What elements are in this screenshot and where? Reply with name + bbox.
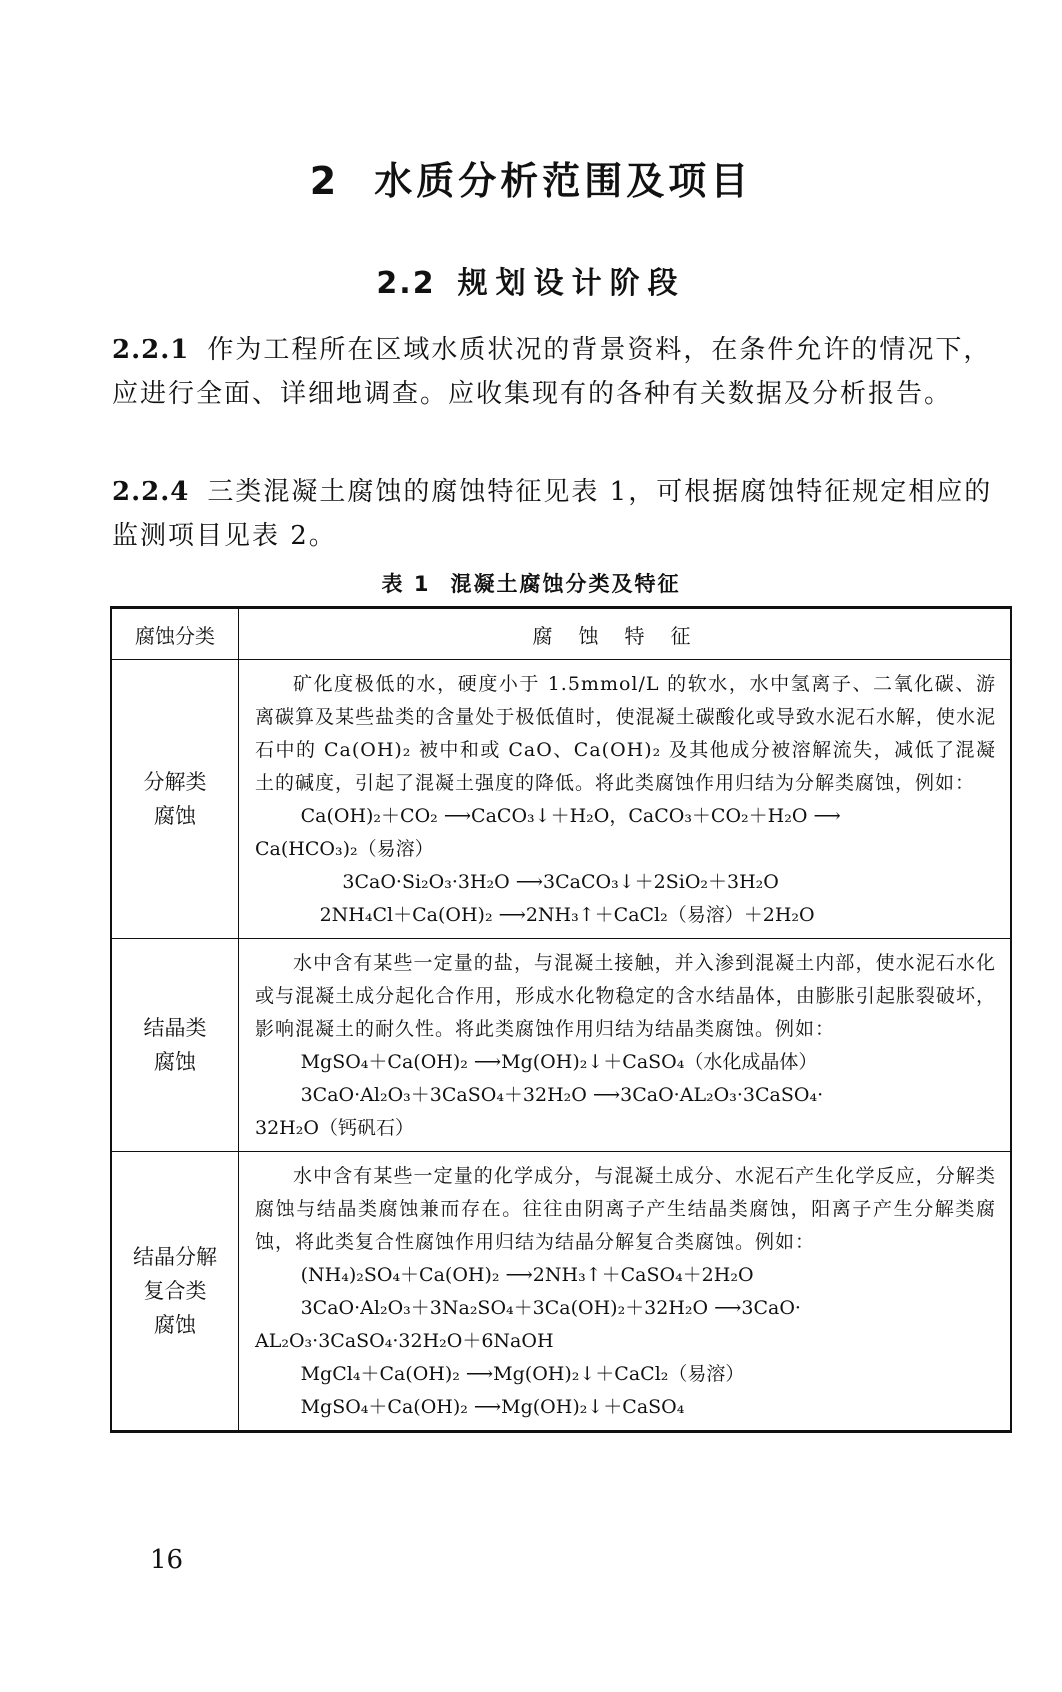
chapter-number: 2 bbox=[309, 159, 341, 203]
equation: 32H₂O（钙矾石） bbox=[255, 1117, 414, 1139]
table-caption-title: 混凝土腐蚀分类及特征 bbox=[450, 572, 681, 596]
category-cell bbox=[111, 660, 239, 939]
category-line: 腐蚀 bbox=[154, 1050, 196, 1074]
category-line: 腐蚀 bbox=[154, 1313, 196, 1337]
equation: Ca(HCO₃)₂（易溶） bbox=[255, 838, 434, 860]
paragraph-2-2-1 bbox=[112, 328, 1012, 416]
header-feature: 腐蚀特征 bbox=[239, 608, 1012, 660]
equation: MgSO₄＋Ca(OH)₂ ⟶Mg(OH)₂↓＋CaSO₄（水化成晶体） bbox=[300, 1051, 818, 1073]
feature-cell bbox=[239, 939, 1012, 1152]
table-header-row bbox=[111, 608, 1011, 660]
equation: MgSO₄＋Ca(OH)₂ ⟶Mg(OH)₂↓＋CaSO₄ bbox=[300, 1396, 685, 1418]
header-category: 腐蚀分类 bbox=[111, 608, 239, 660]
table-caption bbox=[0, 568, 1062, 598]
paragraph-2-2-4 bbox=[112, 470, 1012, 558]
category-cell bbox=[111, 939, 239, 1152]
corrosion-table bbox=[110, 606, 1012, 1433]
equation: 2NH₄Cl＋Ca(OH)₂ ⟶2NH₃↑＋CaCl₂（易溶）＋2H₂O bbox=[319, 904, 815, 926]
equation: MgCl₄＋Ca(OH)₂ ⟶Mg(OH)₂↓＋CaCl₂（易溶） bbox=[300, 1363, 745, 1385]
equation: (NH₄)₂SO₄＋Ca(OH)₂ ⟶2NH₃↑＋CaSO₄＋2H₂O bbox=[300, 1264, 754, 1286]
category-line: 结晶类 bbox=[143, 1016, 207, 1040]
category-line: 结晶分解 bbox=[133, 1245, 217, 1269]
table-row bbox=[111, 1152, 1011, 1432]
clause-number: 2.2.1 bbox=[112, 335, 190, 365]
table-row bbox=[111, 939, 1011, 1152]
equation: 3CaO·Si₂O₃·3H₂O ⟶3CaCO₃↓＋2SiO₂＋3H₂O bbox=[342, 871, 779, 893]
equation: AL₂O₃·3CaSO₄·32H₂O＋6NaOH bbox=[255, 1330, 554, 1352]
table-row bbox=[111, 660, 1011, 939]
equation: 3CaO·Al₂O₃＋3CaSO₄＋32H₂O ⟶3CaO·AL₂O₃·3CaSO₄· bbox=[300, 1084, 824, 1106]
table-caption-number: 表 1 bbox=[381, 572, 431, 596]
paragraph-text: 三类混凝土腐蚀的腐蚀特征见表 1，可根据腐蚀特征规定相应的监测项目见表 2。 bbox=[112, 477, 993, 551]
equation: Ca(OH)₂＋CO₂ ⟶CaCO₃↓＋H₂O，CaCO₃＋CO₂＋H₂O ⟶ bbox=[300, 805, 841, 827]
paragraph-text: 作为工程所在区域水质状况的背景资料，在条件允许的情况下，应进行全面、详细地调查。应收集现有的各种有关数据及分析报告。 bbox=[112, 335, 992, 409]
page-number: 16 bbox=[150, 1545, 184, 1575]
section-number: 2.2 bbox=[376, 266, 436, 301]
section-title-text: 规划设计阶段 bbox=[457, 266, 686, 301]
feature-description: 水中含有某些一定量的化学成分，与混凝土成分、水泥石产生化学反应，分解类腐蚀与结晶类腐蚀兼而存在。往往由阴离子产生结晶类腐蚀，阳离子产生分解类腐蚀，将此类复合性腐蚀作用归结为结晶分解复合类腐蚀。例如： bbox=[255, 1165, 996, 1253]
feature-cell bbox=[239, 1152, 1012, 1432]
section-title bbox=[0, 258, 1062, 302]
chapter-title bbox=[0, 150, 1062, 205]
category-line: 分解类 bbox=[143, 770, 207, 794]
category-cell bbox=[111, 1152, 239, 1432]
feature-cell bbox=[239, 660, 1012, 939]
category-line: 腐蚀 bbox=[154, 804, 196, 828]
feature-description: 矿化度极低的水，硬度小于 1.5mmol/L 的软水，水中氢离子、二氧化碳、游离碳算及某些盐类的含量处于极低值时，使混凝土碳酸化或导致水泥石水解，使水泥石中的 Ca(OH)₂ 被中和或 CaO、Ca(OH)₂ 及其他成分被溶解流失，减低了混凝土的碱度，引起了混凝土强度的降低。将此类腐蚀作用归结为分解类腐蚀，例如： bbox=[255, 673, 996, 794]
clause-number: 2.2.4 bbox=[112, 477, 190, 507]
category-line: 复合类 bbox=[143, 1279, 207, 1303]
equation: 3CaO·Al₂O₃＋3Na₂SO₄＋3Ca(OH)₂＋32H₂O ⟶3CaO· bbox=[300, 1297, 801, 1319]
chapter-title-text: 水质分析范围及项目 bbox=[374, 159, 753, 203]
feature-description: 水中含有某些一定量的盐，与混凝土接触，并入渗到混凝土内部，使水泥石水化或与混凝土成分起化合作用，形成水化物稳定的含水结晶体，由膨胀引起胀裂破坏，影响混凝土的耐久性。将此类腐蚀作用归结为结晶类腐蚀。例如： bbox=[255, 952, 996, 1040]
